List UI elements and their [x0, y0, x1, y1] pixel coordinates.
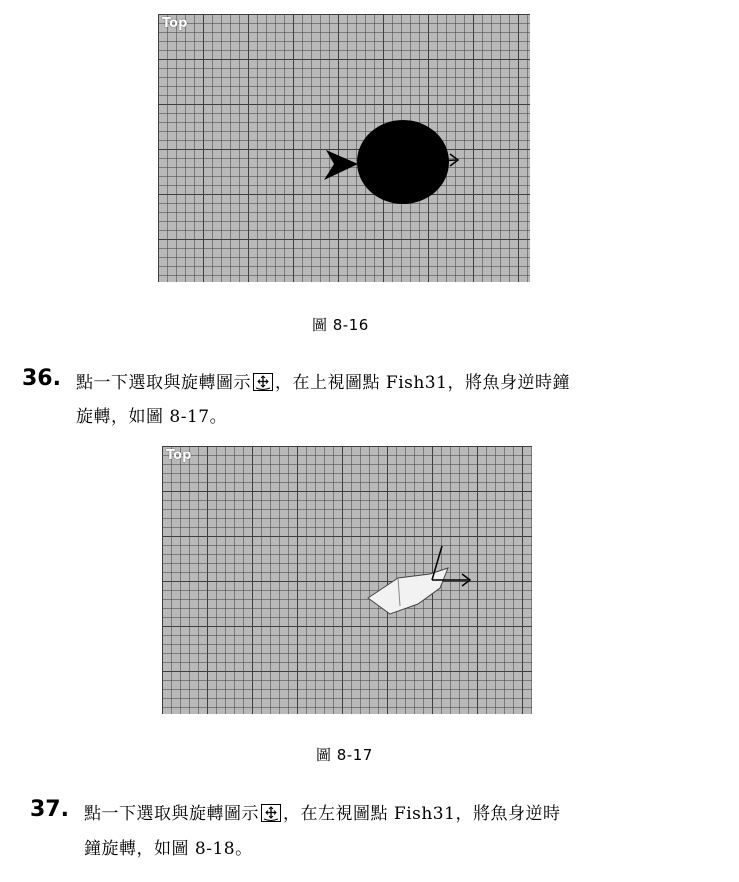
step-37-line-2: 鐘旋轉，如圖 8-18。 [84, 839, 253, 859]
step-36-text-b: ，在上視圖點 Fish31，將魚身逆時鐘 [275, 373, 570, 393]
step-36-line-2: 旋轉，如圖 8-17。 [76, 407, 228, 427]
select-and-rotate-icon [261, 804, 281, 822]
fish-object [158, 14, 530, 282]
figure-caption-8-17: 圖 8-17 [316, 746, 373, 764]
top-viewport-figure-8-16 [158, 14, 530, 282]
select-and-rotate-icon [253, 373, 273, 391]
rotated-fish-object [162, 446, 532, 714]
step-number-36: 36. [22, 366, 61, 391]
figure-caption-8-16: 圖 8-16 [312, 316, 369, 334]
step-37-text-b: ，在左視圖點 Fish31，將魚身逆時 [283, 804, 561, 824]
step-36-text-a: 點一下選取與旋轉圖示 [76, 373, 251, 393]
viewport-label: Top [166, 448, 192, 463]
viewport-label: Top [162, 16, 188, 31]
step-36-line-1 [76, 368, 570, 393]
step-37-text-a: 點一下選取與旋轉圖示 [84, 804, 259, 824]
step-number-37: 37. [30, 797, 69, 822]
step-37-line-1 [84, 799, 560, 824]
top-viewport-figure-8-17 [162, 446, 532, 714]
